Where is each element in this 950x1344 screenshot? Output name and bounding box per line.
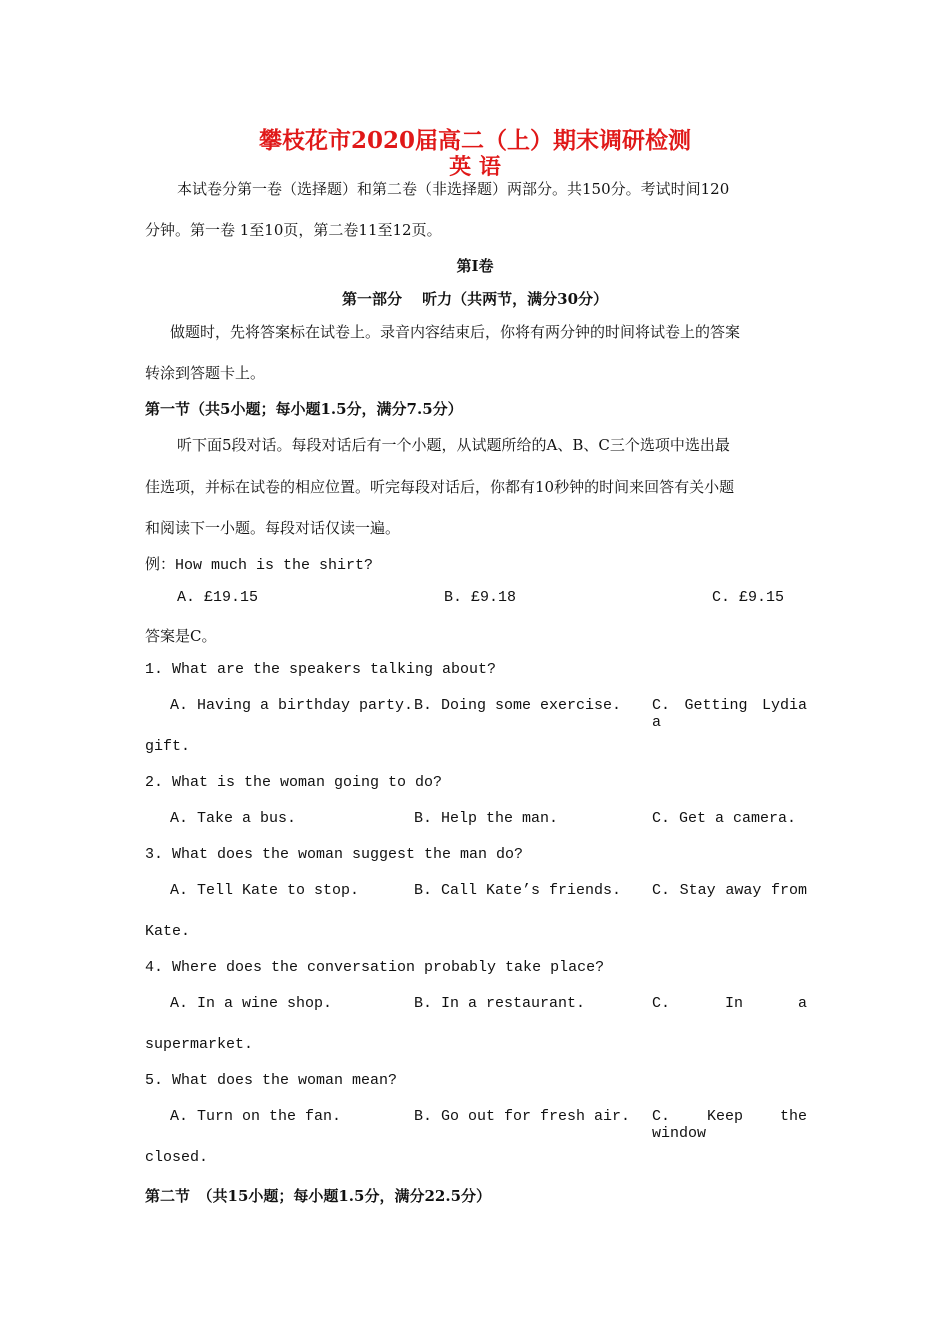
question-3-option-c-continued: Kate.	[145, 923, 191, 940]
section1-title: 第一节（共5小题；每小题1.5分，满分7.5分）	[145, 400, 463, 418]
question-4-option-c: C. In a	[652, 995, 807, 1012]
question-1-option-b: B. Doing some exercise.	[414, 697, 622, 714]
question-1-option-c: C. Getting Lydia a	[652, 697, 807, 731]
exam-title: 攀枝花市2020届高二（上）期末调研检测	[258, 127, 691, 154]
example-answer: 答案是C。	[145, 627, 217, 645]
question-5-option-a: A. Turn on the fan.	[170, 1108, 342, 1125]
exam-subject: 英 语	[449, 154, 501, 180]
question-2-option-a: A. Take a bus.	[170, 810, 297, 827]
volume-title: 第Ⅰ卷	[456, 257, 494, 275]
section1-instruction-line-3: 和阅读下一小题。每段对话仅读一遍。	[145, 519, 401, 537]
question-4-option-c-continued: supermarket.	[145, 1036, 254, 1053]
intro-line-2: 分钟。第一卷 1至10页，第二卷11至12页。	[145, 221, 442, 239]
example-option-c: C. £9.15	[712, 589, 785, 606]
question-1-option-a: A. Having a birthday party.	[170, 697, 414, 714]
example-option-a: A. £19.15	[177, 589, 259, 606]
question-3-option-a: A. Tell Kate to stop.	[170, 882, 360, 899]
section2-title: 第二节 （共15小题；每小题1.5分，满分22.5分）	[145, 1187, 492, 1205]
question-2-option-c: C. Get a camera.	[652, 810, 797, 827]
section1-instruction-line-1: 听下面5段对话。每段对话后有一个小题，从试题所给的A、B、C三个选项中选出最	[177, 436, 730, 454]
section1-instruction-line-2: 佳选项，并标在试卷的相应位置。听完每段对话后，你都有10秒钟的时间来回答有关小题	[145, 478, 735, 496]
question-2: 2. What is the woman going to do?	[145, 774, 443, 791]
question-5-option-b: B. Go out for fresh air.	[414, 1108, 631, 1125]
question-2-option-b: B. Help the man.	[414, 810, 559, 827]
part1-instruction-line-2: 转涂到答题卡上。	[145, 364, 266, 382]
intro-line-1: 本试卷分第一卷（选择题）和第二卷（非选择题）两部分。共150分。考试时间120	[177, 180, 730, 198]
part1-title: 第一部分 听力（共两节，满分30分）	[341, 290, 609, 308]
question-1-option-c-continued: gift.	[145, 738, 191, 755]
question-3-option-b: B. Call Kate’s friends.	[414, 882, 622, 899]
question-4-option-a: A. In a wine shop.	[170, 995, 333, 1012]
example-question: 例：How much is the shirt?	[145, 557, 374, 574]
question-3-option-c: C. Stay away from	[652, 882, 807, 899]
question-5-option-c-continued: closed.	[145, 1149, 209, 1166]
part1-instruction-line-1: 做题时，先将答案标在试卷上。录音内容结束后，你将有两分钟的时间将试卷上的答案	[170, 323, 741, 341]
question-3: 3. What does the woman suggest the man do?	[145, 846, 524, 863]
question-1: 1. What are the speakers talking about?	[145, 661, 497, 678]
question-5: 5. What does the woman mean?	[145, 1072, 398, 1089]
question-4-option-b: B. In a restaurant.	[414, 995, 586, 1012]
question-5-option-c: C. Keep the window	[652, 1108, 807, 1142]
example-option-b: B. £9.18	[444, 589, 517, 606]
question-4: 4. Where does the conversation probably take place?	[145, 959, 605, 976]
